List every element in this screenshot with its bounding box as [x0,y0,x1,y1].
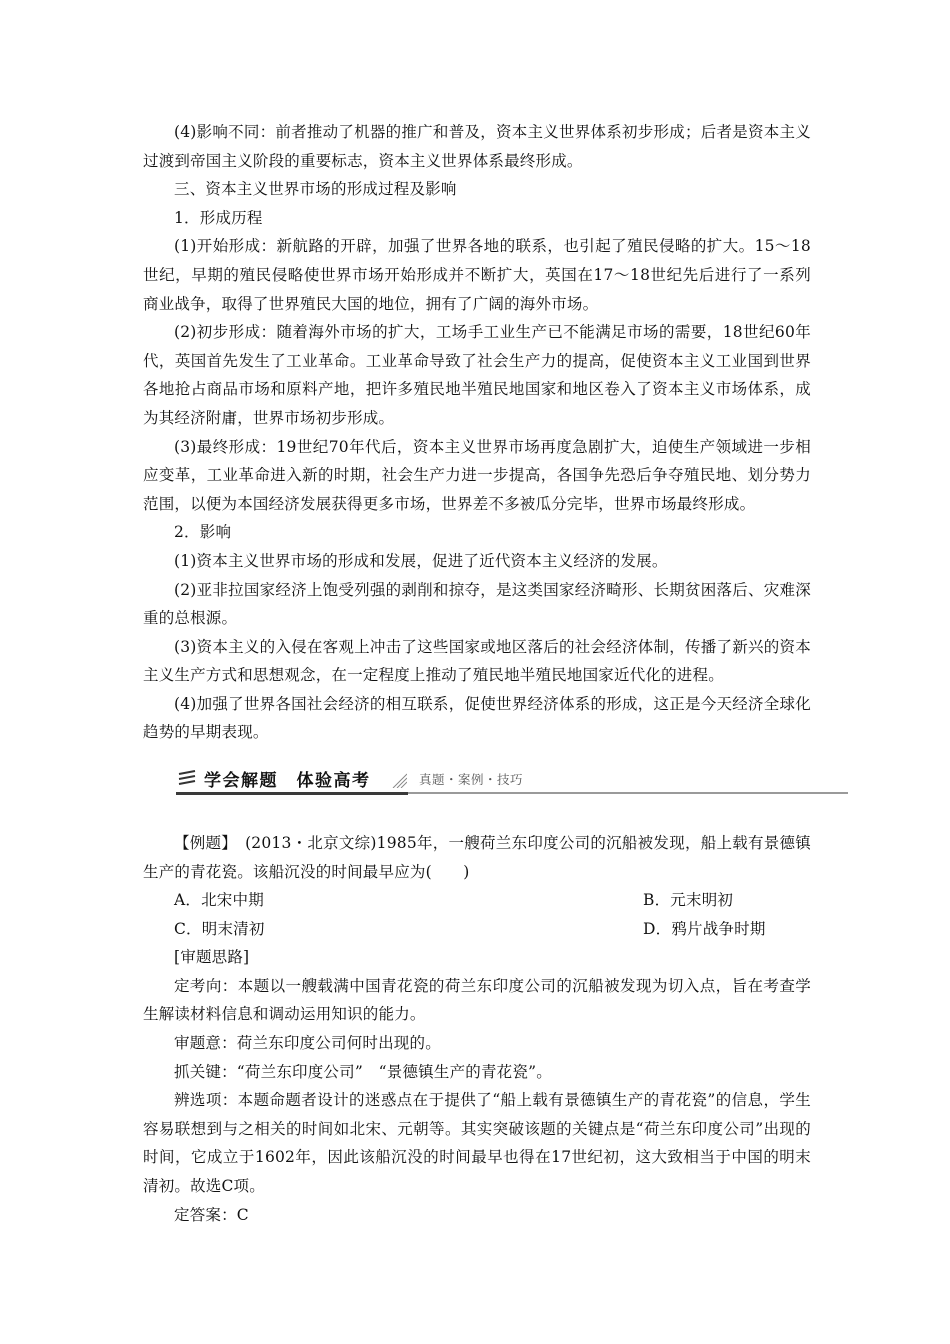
subheading-formation-process: 1．形成历程 [174,208,263,227]
knowledge-section [143,118,811,747]
answer-options [143,886,811,943]
paragraph-impact-difference: (4)影响不同：前者推动了机器的推广和普及，资本主义世界体系初步形成；后者是资本主义过渡到帝国主义阶段的重要标志，资本主义世界体系最终形成。 [143,123,811,170]
option-c: C．明末清初 [174,919,265,938]
option-b: B．元末明初 [643,891,734,910]
paragraph-start-formation: (1)开始形成：新航路的开辟，加强了世界各地的联系，也引起了殖民侵略的扩大。15～18世纪，早期的殖民侵略使世界市场开始形成并不断扩大，英国在17～18世纪先后进行了一系列商业战争，取得了世界殖民大国的地位，拥有了广阔的海外市场。 [143,237,811,313]
analysis-option-discrimination: 辨选项：本题命题者设计的迷惑点在于提供了“船上载有景德镇生产的青花瓷”的信息，学生容易联想到与之相关的时间如北宋、元朝等。其实突破该题的关键点是“荷兰东印度公司”出现的时间，它成立于1602年，因此该船沉没的时间最早也得在17世纪初，这大致相当于中国的明末清初。故选C项。 [143,1091,811,1195]
option-d: D．鸦片战争时期 [643,919,766,938]
paragraph-initial-formation: (2)初步形成：随着海外市场的扩大，工场手工业生产已不能满足市场的需要，18世纪60年代，英国首先发生了工业革命。工业革命导致了社会生产力的提高，促使资本主义工业国到世界各地抢占商品市场和原料产地，把许多殖民地半殖民地国家和地区卷入了资本主义市场体系，成为其经济附庸，世界市场初步形成。 [143,323,811,427]
analysis-question-intent: 审题意：荷兰东印度公司何时出现的。 [174,1033,441,1052]
paragraph-impact-2: (2)亚非拉国家经济上饱受列强的剥削和掠夺，是这类国家经济畸形、长期贫困落后、灾难深重的总根源。 [143,580,811,628]
subheading-impact: 2．影响 [174,523,232,542]
analysis-direction: 定考向：本题以一艘载满中国青花瓷的荷兰东印度公司的沉船被发现为切入点，旨在考查学生解读材料信息和调动运用知识的能力。 [143,976,811,1024]
paragraph-final-formation: (3)最终形成：19世纪70年代后，资本主义世界市场再度急剧扩大，迫使生产领域进一步相应变革，工业革命进入新的时期，社会生产力进一步提高，各国争先恐后争夺殖民地、划分势力范围，以便为本国经济发展获得更多市场，世界差不多被瓜分完毕，世界市场最终形成。 [143,437,811,513]
example-section [143,829,811,1229]
analysis-key-points: 抓关键：“荷兰东印度公司” “景德镇生产的青花瓷”。 [174,1062,552,1081]
paragraph-impact-3: (3)资本主义的入侵在客观上冲击了这些国家或地区落后的社会经济体制，传播了新兴的资本主义生产方式和思想观念，在一定程度上推动了殖民地半殖民地国家近代化的进程。 [143,637,811,685]
analysis-heading: [审题思路] [174,948,250,967]
option-a: A．北宋中期 [174,891,264,910]
section-banner [176,768,848,798]
example-question: 【例题】 (2013・北京文综)1985年，一艘荷兰东印度公司的沉船被发现，船上载有景德镇生产的青花瓷。该船沉没的时间最早应为( ) [143,834,811,881]
banner-subtitle: 真题・案例・技巧 [419,772,524,787]
paragraph-impact-4: (4)加强了世界各国社会经济的相互联系，促使世界经济体系的形成，这正是今天经济全球化趋势的早期表现。 [143,694,811,742]
paragraph-impact-1: (1)资本主义世界市场的形成和发展，促进了近代资本主义经济的发展。 [174,551,668,570]
banner-divider-accent [176,792,408,795]
banner-title: 学会解题 体验高考 [204,771,371,791]
analysis-answer: 定答案：C [174,1205,249,1224]
corner-stripes-icon [391,772,407,788]
section-heading-world-market: 三、资本主义世界市场的形成过程及影响 [174,180,457,199]
stripes-icon [178,770,196,788]
